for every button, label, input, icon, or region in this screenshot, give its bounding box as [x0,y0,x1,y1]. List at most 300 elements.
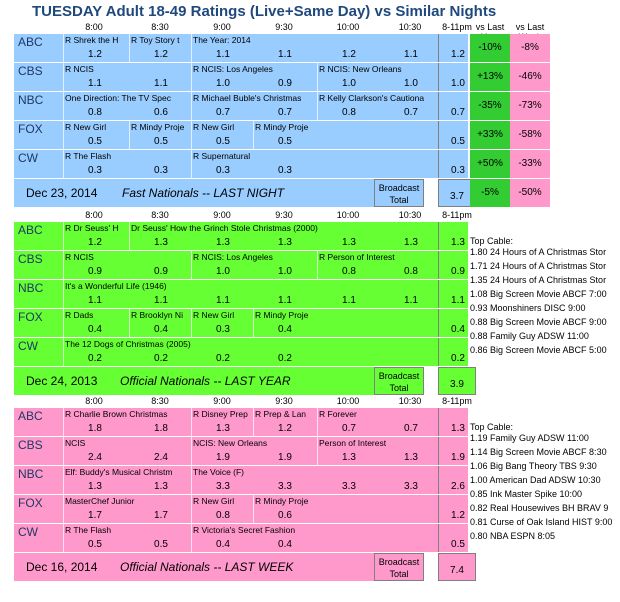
program-rating: 0.8 [342,107,356,118]
section-date: Dec 24, 2013 [26,374,98,388]
program-rating: 1.3 [342,237,356,248]
program-rating: 0.3 [88,165,102,176]
program-cell [64,121,130,149]
network-row [14,408,468,437]
program-name: MasterChef Junior [65,496,135,506]
program-cell [254,309,318,337]
program-cell [64,495,192,523]
vs-last-year-value: -10% [470,34,510,62]
cell-divider [317,408,318,436]
network-label: ABC [18,223,43,237]
program-cell [192,466,442,494]
program-rating: 0.3 [216,165,230,176]
time-label: 8:00 [85,210,103,220]
program-cell [130,309,192,337]
program-rating: 0.6 [278,510,292,521]
vs-last-week-value: -73% [510,92,550,120]
program-rating: 0.2 [154,353,168,364]
night-rating: 2.6 [451,481,465,492]
program-rating: 1.2 [88,237,102,248]
time-label: 8:00 [85,22,103,32]
program-rating: 1.1 [88,295,102,306]
program-rating: 0.4 [154,324,168,335]
program-rating: 1.3 [216,423,230,434]
program-cell [318,251,442,279]
cell-divider [191,251,192,279]
ratings-panel-last-night [14,34,468,179]
cell-divider [191,150,192,178]
program-name: R Forever [319,409,357,419]
network-label: ABC [18,409,43,423]
program-name: R New Girl [193,496,235,506]
program-rating: 2.4 [154,452,168,463]
program-cell [192,251,318,279]
time-label: 8:30 [151,22,169,32]
program-name: R New Girl [193,122,235,132]
vs-last-week-value: -46% [510,63,550,91]
network-label: FOX [18,310,43,324]
program-rating: 0.7 [404,107,418,118]
program-cell [192,34,442,62]
program-rating: 1.0 [216,266,230,277]
time-label: 8-11pm [442,22,472,32]
program-cell [192,495,254,523]
night-rating: 0.2 [451,353,465,364]
program-cell [192,408,254,436]
program-cell [64,251,192,279]
program-cell [318,408,442,436]
section-date: Dec 23, 2014 [26,186,98,200]
program-rating: 0.4 [278,539,292,550]
cell-divider [63,34,64,62]
vs-last-year-value: +50% [470,150,510,178]
program-rating: 1.3 [404,452,418,463]
vs-last-week-header: vs Last [515,22,545,32]
program-cell [192,150,318,178]
top-cable-item: 0.85 Ink Master Spike 10:00 [470,489,583,499]
top-cable-item: 0.88 Family Guy ADSW 11:00 [470,331,589,341]
cell-divider [63,280,64,308]
cell-divider [63,63,64,91]
program-name: The Voice (F) [193,467,245,477]
top-cable-item: 1.80 24 Hours of A Christmas Stor [470,247,607,257]
program-rating: 1.7 [154,510,168,521]
program-rating: 0.2 [216,353,230,364]
broadcast-total-value: 3.7 [438,179,476,207]
network-label: FOX [18,122,43,136]
section-label: Official Nationals -- LAST YEAR [120,374,291,388]
network-row [14,251,468,280]
program-rating: 1.1 [154,78,168,89]
time-label: 9:00 [213,210,231,220]
program-rating: 1.1 [154,295,168,306]
program-name: The Year: 2014 [193,35,251,45]
program-name: R The Flash [65,525,112,535]
program-rating: 0.8 [88,107,102,118]
program-name: R NCIS: Los Angeles [193,252,273,262]
top-cable-item: 0.93 Moonshiners DISC 9:00 [470,303,586,313]
program-rating: 0.5 [88,136,102,147]
program-rating: 1.0 [342,78,356,89]
network-row [14,309,468,338]
program-rating: 3.3 [216,481,230,492]
program-cell [254,495,318,523]
network-label: CBS [18,438,43,452]
cell-divider [191,495,192,523]
cell-divider [317,437,318,465]
program-rating: 1.2 [154,49,168,60]
top-cable-item: 1.06 Big Bang Theory TBS 9:30 [470,461,597,471]
program-rating: 0.9 [278,78,292,89]
program-rating: 1.1 [278,49,292,60]
broadcast-total-label: Broadcast Total [374,553,424,581]
night-rating: 1.2 [451,510,465,521]
time-label: 9:30 [275,396,293,406]
network-row [14,121,468,150]
program-rating: 0.8 [342,266,356,277]
program-cell [64,150,192,178]
cell-divider [191,63,192,91]
program-rating: 0.4 [278,324,292,335]
program-rating: 1.0 [404,78,418,89]
program-name: R Toy Story t [131,35,180,45]
night-rating: 1.1 [451,295,465,306]
network-label: CBS [18,252,43,266]
cell-divider [63,495,64,523]
section-label: Fast Nationals -- LAST NIGHT [122,186,285,200]
program-rating: 1.0 [216,78,230,89]
night-rating: 0.7 [451,107,465,118]
time-label: 9:30 [275,22,293,32]
program-rating: 1.2 [278,423,292,434]
program-name: R Dads [65,310,94,320]
program-name: R Victoria's Secret Fashion [193,525,296,535]
cell-divider [63,222,64,250]
network-row [14,338,468,367]
program-rating: 1.1 [216,295,230,306]
program-rating: 0.5 [216,136,230,147]
program-rating: 1.1 [278,295,292,306]
cell-divider [63,150,64,178]
program-rating: 1.3 [154,237,168,248]
program-name: R Mindy Proje [255,122,309,132]
program-name: R Shrek the H [65,35,119,45]
program-cell [318,437,442,465]
time-label: 10:00 [336,22,360,32]
program-rating: 1.1 [342,295,356,306]
vs-last-year-value: +13% [470,63,510,91]
cell-divider [63,466,64,494]
program-rating: 0.8 [216,510,230,521]
cell-divider [191,524,192,552]
cell-divider [63,309,64,337]
night-rating: 1.3 [451,423,465,434]
time-label: 8:30 [151,210,169,220]
top-cable-item: 1.19 Family Guy ADSW 11:00 [470,433,589,443]
program-rating: 0.3 [216,324,230,335]
program-rating: 1.2 [88,49,102,60]
program-rating: 3.3 [278,481,292,492]
program-rating: 0.5 [88,539,102,550]
cell-divider [129,121,130,149]
section-label: Official Nationals -- LAST WEEK [120,560,294,574]
broadcast-total-value: 3.9 [438,367,476,395]
time-label: 8-11pm [442,396,472,406]
cell-divider [63,338,64,366]
top-cable-item: 1.14 Big Screen Movie ABCF 8:30 [470,447,607,457]
network-label: CW [18,151,38,165]
network-row [14,150,468,179]
night-rating: 1.3 [451,237,465,248]
time-label: 10:30 [398,396,422,406]
program-cell [192,309,254,337]
time-label: 10:00 [336,396,360,406]
vs-last-week-value: -8% [510,34,550,62]
vs-last-year-header: vs Last [475,22,505,32]
program-rating: 0.5 [154,539,168,550]
program-cell [192,437,318,465]
cell-divider [63,92,64,120]
program-cell [318,63,442,91]
ratings-panel-last-year [14,222,468,367]
program-name: Elf: Buddy's Musical Christm [65,467,173,477]
time-label: 8-11pm [442,210,472,220]
program-name: R Prep & Lan [255,409,307,419]
network-label: FOX [18,496,43,510]
program-rating: 2.4 [88,452,102,463]
cell-divider [191,309,192,337]
broadcast-total-value: 7.4 [438,553,476,581]
program-name: R Brooklyn Ni [131,310,183,320]
program-rating: 0.9 [154,266,168,277]
program-rating: 0.9 [88,266,102,277]
program-cell [64,222,130,250]
program-rating: 0.2 [278,353,292,364]
vs-last-year-value: -35% [470,92,510,120]
program-rating: 1.3 [216,237,230,248]
network-row [14,524,468,553]
night-rating: 0.4 [451,324,465,335]
program-name: The 12 Dogs of Christmas (2005) [65,339,191,349]
cell-divider [63,251,64,279]
program-rating: 1.3 [342,452,356,463]
cell-divider [63,121,64,149]
program-cell [64,524,192,552]
time-label: 9:00 [213,22,231,32]
program-name: R Supernatural [193,151,251,161]
program-name: R NCIS [65,64,94,74]
network-row [14,280,468,309]
program-rating: 1.7 [88,510,102,521]
top-cable-item: 1.00 American Dad ADSW 10:30 [470,475,601,485]
top-cable-title: Top Cable: [470,236,514,246]
top-cable-item: 0.81 Curse of Oak Island HIST 9:00 [470,517,613,527]
top-cable-item: 1.08 Big Screen Movie ABCF 7:00 [470,289,607,299]
time-label: 8:30 [151,396,169,406]
top-cable-item: 1.71 24 Hours of A Christmas Stor [470,261,607,271]
program-cell [64,92,192,120]
night-rating: 0.5 [451,136,465,147]
cell-divider [317,92,318,120]
network-label: ABC [18,35,43,49]
time-label: 10:00 [336,210,360,220]
cell-divider [129,309,130,337]
cell-divider [253,309,254,337]
vs-last-week-value: -33% [510,150,550,178]
top-cable-item: 0.86 Big Screen Movie ABCF 5:00 [470,345,607,355]
vs-last-year-value: +33% [470,121,510,149]
network-row [14,92,468,121]
time-header-row [14,22,474,33]
broadcast-total-label: Broadcast Total [374,367,424,395]
program-rating: 1.3 [154,481,168,492]
program-rating: 1.2 [342,49,356,60]
network-row [14,437,468,466]
time-header-row [14,396,474,407]
program-rating: 1.3 [88,481,102,492]
program-cell [254,121,318,149]
night-rating: 0.5 [451,539,465,550]
network-label: CW [18,339,38,353]
program-name: R Mindy Proje [255,496,309,506]
program-rating: 0.3 [154,165,168,176]
program-rating: 0.4 [88,324,102,335]
network-label: CW [18,525,38,539]
ratings-panel-last-week [14,408,468,553]
program-rating: 0.8 [404,266,418,277]
cell-divider [253,121,254,149]
network-label: CBS [18,64,43,78]
program-rating: 0.7 [216,107,230,118]
night-rating: 0.3 [451,165,465,176]
cell-divider [63,408,64,436]
network-row [14,34,468,63]
night-rating: 0.9 [451,266,465,277]
program-name: R NCIS: Los Angeles [193,64,273,74]
cell-divider [317,63,318,91]
program-name: R Mindy Proje [255,310,309,320]
top-cable-title: Top Cable: [470,422,514,432]
program-rating: 1.8 [88,423,102,434]
cell-divider [253,408,254,436]
page-title: TUESDAY Adult 18-49 Ratings (Live+Same Day) vs Similar Nights [32,3,497,20]
program-name: It's a Wonderful Life (1946) [65,281,167,291]
program-rating: 0.2 [88,353,102,364]
network-label: NBC [18,281,44,295]
time-label: 9:00 [213,396,231,406]
cell-divider [63,524,64,552]
cell-divider [191,408,192,436]
program-name: R Michael Buble's Christmas [193,93,302,103]
program-cell [64,466,192,494]
program-rating: 3.3 [404,481,418,492]
program-cell [130,222,442,250]
time-label: 8:00 [85,396,103,406]
cell-divider [191,34,192,62]
program-cell [192,92,318,120]
top-cable-item: 0.80 NBA ESPN 8:05 [470,531,556,541]
program-rating: 1.9 [216,452,230,463]
program-cell [254,408,318,436]
program-name: R NCIS [65,252,94,262]
program-name: R Disney Prep [193,409,248,419]
night-rating: 1.2 [451,49,465,60]
night-rating: 1.0 [451,78,465,89]
network-label: NBC [18,467,44,481]
program-rating: 1.1 [216,49,230,60]
program-name: Person of Interest [319,438,387,448]
time-header-row [14,210,474,221]
program-cell [192,524,318,552]
broadcast-total-label: Broadcast Total [374,179,424,207]
program-rating: 1.1 [88,78,102,89]
network-row [14,222,468,251]
top-cable-item: 0.88 Big Screen Movie ABCF 9:00 [470,317,607,327]
program-rating: 1.3 [278,237,292,248]
program-cell [64,437,192,465]
program-cell [64,309,130,337]
program-cell [64,338,318,366]
network-row [14,466,468,495]
program-rating: 1.1 [404,49,418,60]
program-cell [130,34,192,62]
program-cell [192,63,318,91]
program-name: R Dr Seuss' H [65,223,119,233]
program-name: R New Girl [193,310,235,320]
cell-divider [317,251,318,279]
program-name: NCIS: New Orleans [193,438,268,448]
cell-divider [191,92,192,120]
program-name: R Charlie Brown Christmas [65,409,168,419]
program-cell [64,63,192,91]
program-rating: 0.6 [154,107,168,118]
network-row [14,495,468,524]
program-rating: 0.5 [278,136,292,147]
program-rating: 0.7 [342,423,356,434]
program-name: R NCIS: New Orleans [319,64,402,74]
network-row [14,63,468,92]
cell-divider [63,437,64,465]
top-cable-item: 1.35 24 Hours of A Christmas Stor [470,275,607,285]
cell-divider [129,34,130,62]
time-label: 9:30 [275,210,293,220]
cell-divider [253,495,254,523]
program-rating: 1.3 [404,237,418,248]
cell-divider [191,121,192,149]
cell-divider [191,437,192,465]
night-rating: 1.9 [451,452,465,463]
program-cell [64,280,442,308]
program-cell [192,121,254,149]
program-rating: 1.9 [278,452,292,463]
vs-last-week-value: -58% [510,121,550,149]
program-rating: 0.3 [278,165,292,176]
program-rating: 0.5 [154,136,168,147]
cell-divider [191,466,192,494]
program-name: R Person of Interest [319,252,395,262]
program-name: R Kelly Clarkson's Cautiona [319,93,425,103]
cell-divider [129,222,130,250]
program-name: R Mindy Proje [131,122,185,132]
program-name: R New Girl [65,122,107,132]
program-rating: 0.7 [404,423,418,434]
top-cable-item: 0.82 Real Housewives BH BRAV 9 [470,503,609,513]
section-date: Dec 16, 2014 [26,560,98,574]
program-cell [318,92,442,120]
program-cell [64,408,192,436]
program-rating: 0.4 [216,539,230,550]
program-rating: 1.0 [278,266,292,277]
